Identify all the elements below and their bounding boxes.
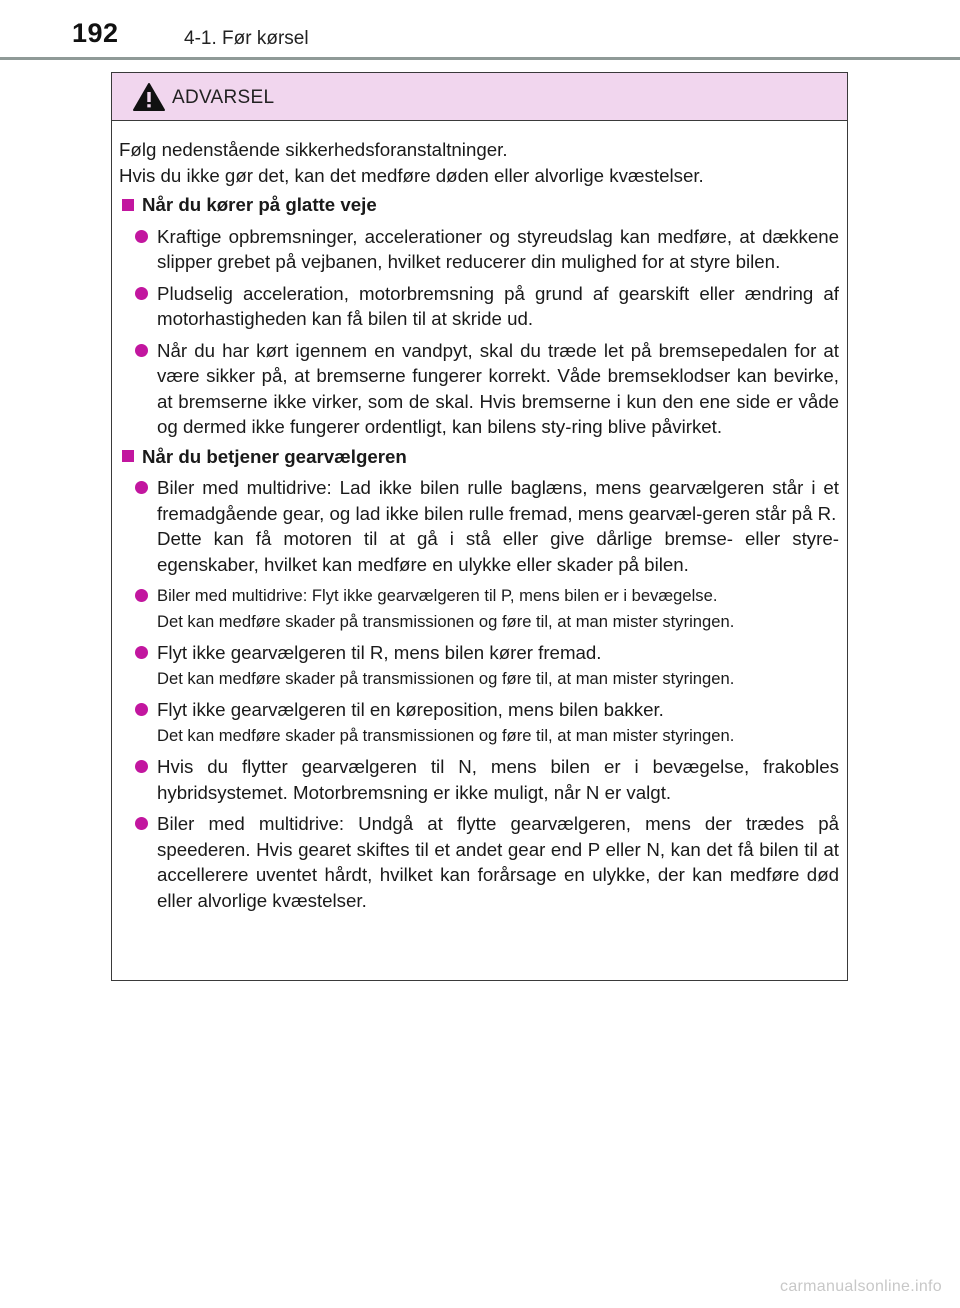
- list-item: [119, 697, 839, 748]
- list-item-text: Flyt ikke gearvælgeren til R, mens bilen kører fremad.: [157, 642, 602, 663]
- page-header: [0, 0, 960, 62]
- list-item-consequence: Det kan medføre skader på transmissionen og føre til, at man mister styringen.: [157, 725, 735, 745]
- list-item: [119, 475, 839, 577]
- list-item-consequence: Det kan medføre skader på transmissionen og føre til, at man mister styringen.: [157, 611, 735, 631]
- list-item: [119, 224, 839, 275]
- warning-header: [112, 73, 847, 121]
- subheading-label: Når du kører på glatte veje: [142, 194, 377, 215]
- list-item: [119, 811, 839, 913]
- page-number: 192: [72, 18, 119, 48]
- watermark: carmanualsonline.info: [780, 1278, 942, 1295]
- round-bullet-icon: [135, 481, 148, 494]
- list-item: [119, 338, 839, 440]
- list-item-consequence: Dette kan få motoren til at gå i stå eller give dårlige bremse- eller styre-egenskaber, hvilket kan medføre en ulykke eller skader på bilen.: [157, 528, 839, 575]
- bullet-list-slippery-roads: [119, 224, 839, 440]
- list-item-text: Når du har kørt igennem en vandpyt, skal du træde let på bremsepedalen for at være sikker på, at bremserne fungerer korrekt. Våde bremseklodser kan bevirke, at bremserne ikke virker, som de skal. Hvis bremserne i kun den ene side er våde og dermed ikke fungerer ordentligt, kan bilens sty-ring blive påvirket.: [157, 339, 839, 437]
- round-bullet-icon: [135, 646, 148, 659]
- round-bullet-icon: [135, 287, 148, 300]
- header-rule: [0, 57, 960, 60]
- warning-intro-line-1: Følg nedenstående sikkerhedsforanstaltninger.: [119, 139, 508, 160]
- round-bullet-icon: [135, 344, 148, 357]
- warning-triangle-icon: [132, 82, 166, 112]
- subheading-label: Når du betjener gearvælgeren: [142, 445, 407, 467]
- warning-box: [111, 72, 848, 981]
- list-item-text: Biler med multidrive: Flyt ikke gearvælgeren til P, mens bilen er i bevægelse.: [157, 586, 718, 605]
- list-item-text: Hvis du flytter gearvælgeren til N, mens bilen er i bevægelse, frakobles hybridsystemet. Motorbremsning er ikke muligt, når N er valgt.: [157, 756, 839, 803]
- list-item-consequence: Det kan medføre skader på transmissionen og føre til, at man mister styringen.: [157, 668, 735, 688]
- round-bullet-icon: [135, 230, 148, 243]
- list-item-text: Biler med multidrive: Lad ikke bilen rulle baglæns, mens gearvælgeren står i et fremadgående gear, og lad ikke bilen rulle fremad, mens gearvæl-geren står på R.: [157, 477, 839, 524]
- round-bullet-icon: [135, 589, 148, 602]
- list-item-text: Kraftige opbremsninger, accelerationer og styreudslag kan medføre, at dækkene slipper grebet på vejbanen, hvilket reducerer din mulighed for at styre bilen.: [157, 225, 839, 272]
- list-item-text: Flyt ikke gearvælgeren til en køreposition, mens bilen bakker.: [157, 699, 664, 720]
- round-bullet-icon: [135, 817, 148, 830]
- round-bullet-icon: [135, 760, 148, 773]
- list-item: [119, 754, 839, 805]
- warning-intro-line-2: Hvis du ikke gør det, kan det medføre døden eller alvorlige kvæstelser.: [119, 164, 704, 186]
- round-bullet-icon: [135, 703, 148, 716]
- list-item-text: Biler med multidrive: Undgå at flytte gearvælgeren, mens der trædes på speederen. Hvis gearet skiftes til et andet gear end P eller N, kan det få bilen til at accellerere uventet hårdt, hvilket kan forårsage en ulykke, der kan medføre død eller alvorlige kvæstelser.: [157, 813, 839, 911]
- section-title: 4-1. Før kørsel: [184, 28, 309, 49]
- warning-title: ADVARSEL: [172, 87, 275, 108]
- list-item: [119, 583, 839, 634]
- subheading-gear-selector: [119, 444, 839, 470]
- square-bullet-icon: [122, 199, 134, 211]
- square-bullet-icon: [122, 450, 134, 462]
- bullet-list-gear-selector: [119, 475, 839, 913]
- list-item: [119, 640, 839, 691]
- subheading-slippery-roads: [119, 192, 839, 218]
- list-item-text: Pludselig acceleration, motorbremsning på grund af gearskift eller ændring af motorhastigheden kan få bilen til at skride ud.: [157, 282, 839, 329]
- warning-body: [112, 121, 847, 913]
- list-item: [119, 281, 839, 332]
